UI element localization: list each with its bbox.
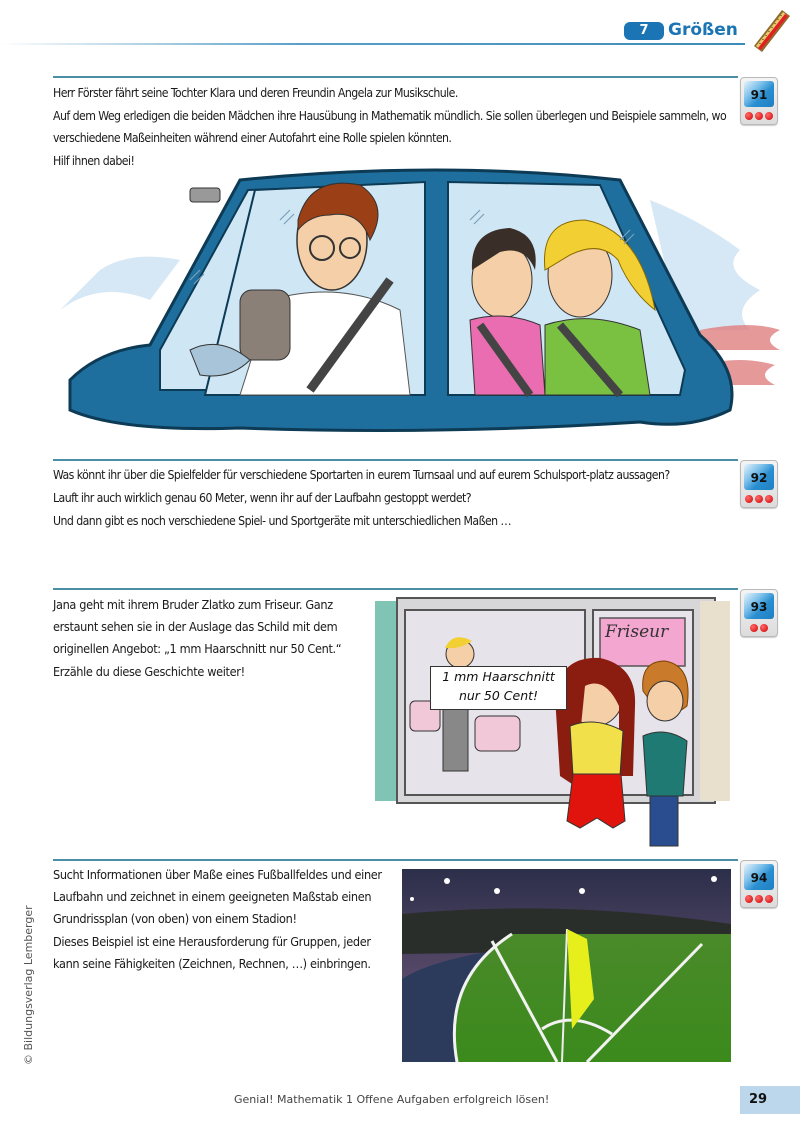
section-rule-92 xyxy=(53,459,738,461)
task-93-text xyxy=(53,594,368,683)
task-number: 94 xyxy=(744,864,774,890)
barbershop-illustration xyxy=(375,596,730,856)
price-sign-line2: nur 50 Cent! xyxy=(458,688,539,703)
difficulty-dot-icon xyxy=(765,895,773,903)
difficulty-dots xyxy=(741,895,777,903)
task-paragraph: Herr Förster fährt seine Tochter Klara und deren Freundin Angela zur Musikschule. xyxy=(53,86,458,100)
difficulty-dots xyxy=(741,624,777,632)
page-number: 29 xyxy=(740,1086,800,1114)
copyright-notice: © Bildungsverlag Lemberger xyxy=(22,905,35,1065)
header-rule xyxy=(0,43,745,45)
task-badge-92 xyxy=(740,460,778,508)
task-paragraph: Auf dem Weg erledigen die beiden Mädchen ihre Hausübung in Mathematik mündlich. Sie sollen überlegen und Beispiele sammeln, wo verschiedene Maßeinheiten während einer Autofahrt eine Rolle spielen könnten. xyxy=(53,109,727,145)
section-rule-93 xyxy=(53,588,738,590)
difficulty-dots xyxy=(741,112,777,120)
task-paragraph: Und dann gibt es noch verschiedene Spiel- und Sportgeräte mit unterschiedlichen Maßen … xyxy=(53,514,511,528)
difficulty-dot-icon xyxy=(765,495,773,503)
difficulty-dot-icon xyxy=(755,495,763,503)
difficulty-dot-icon xyxy=(755,112,763,120)
ruler-icon xyxy=(752,8,792,54)
task-number: 92 xyxy=(744,464,774,490)
difficulty-dot-icon xyxy=(765,112,773,120)
shop-sign: Friseur xyxy=(605,622,669,642)
difficulty-dot-icon xyxy=(760,624,768,632)
chapter-title: Größen xyxy=(668,20,738,40)
book-title: Genial! Mathematik 1 Offene Aufgaben erfolgreich lösen! xyxy=(234,1093,550,1106)
difficulty-dot-icon xyxy=(755,895,763,903)
task-94-text xyxy=(53,864,388,975)
difficulty-dot-icon xyxy=(745,112,753,120)
task-paragraph: Lauft ihr auch wirklich genau 60 Meter, wenn ihr auf der Laufbahn gestoppt werdet? xyxy=(53,491,472,505)
task-badge-94 xyxy=(740,860,778,908)
section-rule-94 xyxy=(53,859,738,861)
task-paragraph: Hilf ihnen dabei! xyxy=(53,154,135,168)
task-number: 93 xyxy=(744,593,774,619)
task-paragraph: Sucht Informationen über Maße eines Fußballfeldes und einer Laufbahn und zeichnet in einem geeigneten Maßstab einen Grundrissplan (von oben) von einem Stadion! xyxy=(53,867,382,926)
task-paragraph: Erzähle du diese Geschichte weiter! xyxy=(53,664,245,679)
chapter-number-badge: 7 xyxy=(624,22,664,40)
difficulty-dot-icon xyxy=(745,495,753,503)
task-badge-93 xyxy=(740,589,778,637)
price-sign xyxy=(430,666,567,710)
task-paragraph: Was könnt ihr über die Spielfelder für verschiedene Sportarten in eurem Turnsaal und auf eurem Schulsport-platz aussagen? xyxy=(53,468,670,482)
task-badge-91 xyxy=(740,77,778,125)
task-paragraph: Dieses Beispiel ist eine Herausforderung für Gruppen, jeder kann seine Fähigkeiten (Zeichnen, Rechnen, …) einbringen. xyxy=(53,934,371,971)
stadium-photo xyxy=(402,869,731,1062)
task-paragraph: Jana geht mit ihrem Bruder Zlatko zum Friseur. Ganz erstaunt sehen sie in der Auslage das Schild mit dem originellen Angebot: „1 mm Haarschnitt nur 50 Cent.“ xyxy=(53,597,342,656)
difficulty-dot-icon xyxy=(745,895,753,903)
task-92-text xyxy=(53,464,733,532)
car-illustration xyxy=(40,160,800,440)
task-number: 91 xyxy=(744,81,774,107)
difficulty-dots xyxy=(741,495,777,503)
section-rule-91 xyxy=(53,76,738,78)
barbershop-drawing xyxy=(375,596,730,856)
task-91-text xyxy=(53,82,733,172)
difficulty-dot-icon xyxy=(750,624,758,632)
price-sign-line1: 1 mm Haarschnitt xyxy=(442,669,555,684)
